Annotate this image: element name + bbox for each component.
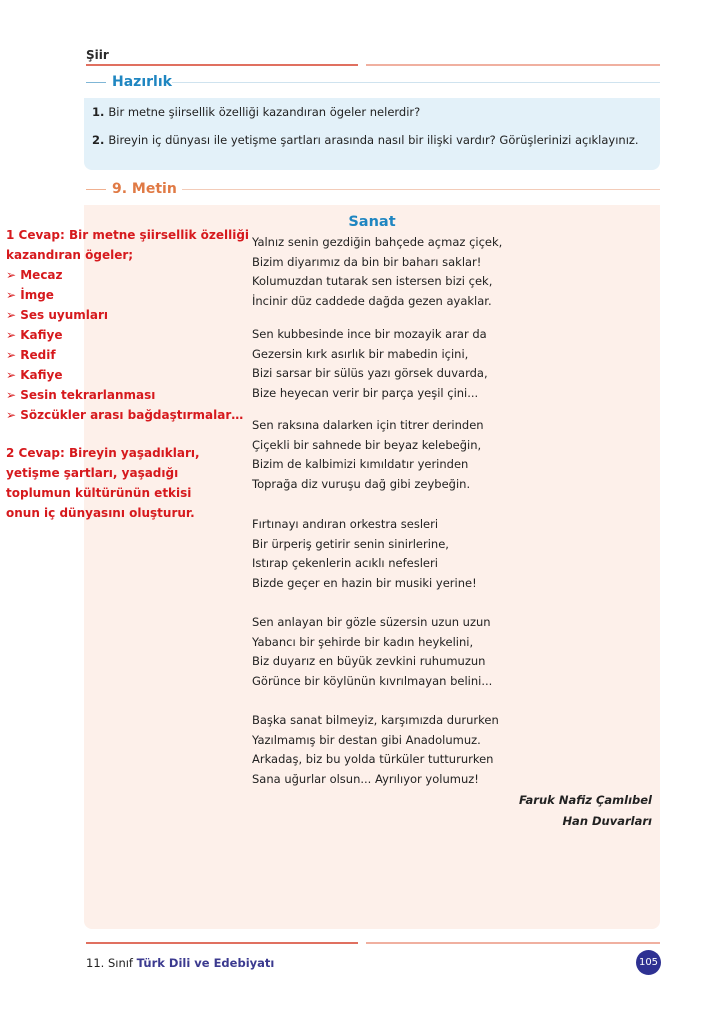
footer-grade: 11. Sınıf <box>86 956 133 970</box>
question-1 <box>92 105 420 119</box>
footer <box>86 956 274 970</box>
poem-stanza-3: Sen raksına dalarken için titrer derinden Çiçekli bir sahnede bir beyaz kelebeğin, Bizim de kalbimizi kımıldatır yerinden Toprağa diz vuruşu dağ gibi zeybeğin. <box>252 418 484 491</box>
top-divider-right <box>366 64 660 66</box>
page-number-badge: 105 <box>636 950 661 975</box>
poem-stanza-6: Başka sanat bilmeyiz, karşımızda dururken Yazılmamış bir destan gibi Anadolumuz. Arkadaş, biz bu yolda türküler tuttururken Sana uğurlar olsun... Ayrılıyor yolumuz! <box>252 713 499 786</box>
poem-stanza-5: Sen anlayan bir gözle süzersin uzun uzun Yabancı bir şehirde bir kadın heykelini, Biz duyarız en büyük zevkini ruhumuzun Görünce bir köylünün kıvrılmayan belini... <box>252 615 493 688</box>
metin-heading-line <box>182 189 660 190</box>
metin-heading-tick <box>86 189 106 190</box>
question-1-text: Bir metne şiirsellik özelliği kazandıran ögeler nelerdir? <box>108 105 421 119</box>
poem-stanza-4: Fırtınayı andıran orkestra sesleri Bir ürperiş getirir senin sinirlerine, Istırap çekenlerin acıklı nefesleri Bizde geçer en hazin bir musiki yerine! <box>252 517 477 590</box>
poem-title: Sanat <box>348 214 396 230</box>
question-2-number: 2. <box>92 133 105 147</box>
question-1-number: 1. <box>92 105 105 119</box>
answer-2: 2 Cevap: Bireyin yaşadıkları, yetişme şartları, yaşadığı toplumun kültürünün etkisi onun iç dünyasını oluşturur. <box>6 446 200 520</box>
poem-source: Han Duvarları <box>562 814 652 828</box>
section-label: Şiir <box>86 48 109 62</box>
poem-author: Faruk Nafiz Çamlıbel <box>519 793 652 807</box>
question-2-text: Bireyin iç dünyası ile yetişme şartları arasında nasıl bir ilişki vardır? Görüşlerinizi açıklayınız. <box>108 133 639 147</box>
bottom-divider-right <box>366 942 660 944</box>
metin-heading: 9. Metin <box>112 181 177 197</box>
answer-1: 1 Cevap: Bir metne şiirsellik özelliği kazandıran ögeler; ➢ Mecaz ➢ İmge ➢ Ses uyumları ➢ Kafiye ➢ Redif ➢ Kafiye ➢ Sesin tekrarlanması ➢ Sözcükler arası bağdaştırmalar… <box>6 228 250 422</box>
top-divider-left <box>86 64 358 66</box>
poem-stanza-2: Sen kubbesinde ince bir mozayik arar da Gezersin kırk asırlık bir mabedin içini, Bizi sarsar bir sülüs yazı görsek duvarda, Bize heyecan verir bir parça yeşil çini... <box>252 327 488 400</box>
hazirlik-heading: Hazırlık <box>112 74 172 90</box>
bottom-divider-left <box>86 942 358 944</box>
poem-stanza-1: Yalnız senin gezdiğin bahçede açmaz çiçek, Bizim diyarımız da bin bir baharı saklar! Kolumuzdan tutarak sen istersen bizi çek, İncinir düz caddede dağda gezen ayaklar. <box>252 235 503 308</box>
question-2 <box>92 133 639 147</box>
footer-course: Türk Dili ve Edebiyatı <box>136 956 275 970</box>
hazirlik-heading-line <box>172 82 660 83</box>
hazirlik-heading-tick <box>86 82 106 83</box>
